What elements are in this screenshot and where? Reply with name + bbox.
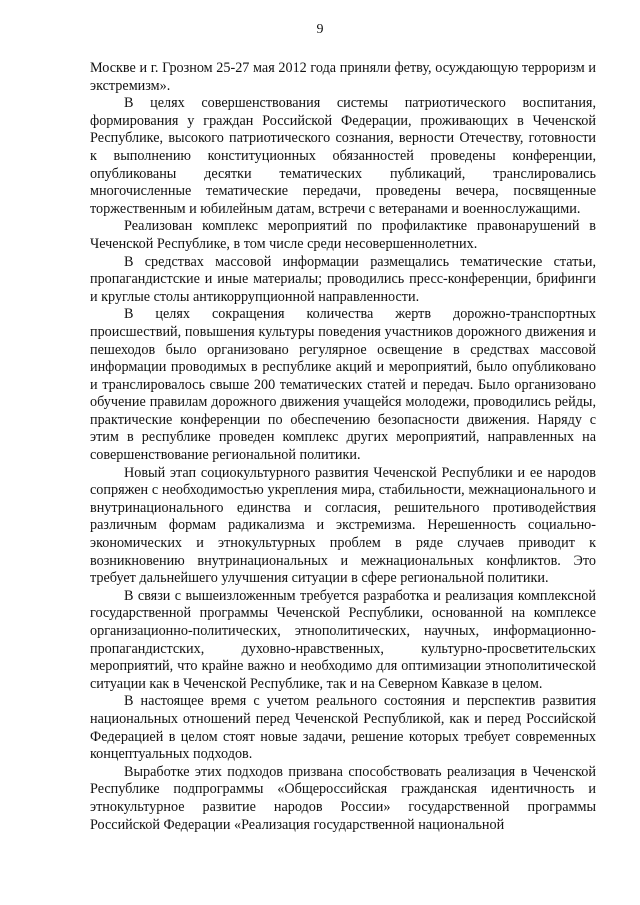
paragraph-subprogram: Выработке этих подходов призвана способствовать реализация в Чеченской Республике подпрограммы «Общероссийская гражданская идентичность и этнокультурное развитие народов России» государственной программы Российской Федерации «Реализация государственной национальной (90, 763, 596, 833)
paragraph-mass-media: В средствах массовой информации размещались тематические статьи, пропагандистские и иные материалы; проводились пресс-конференции, брифинги и круглые столы антикоррупционной направленности. (90, 253, 596, 305)
paragraph-new-stage: Новый этап социокультурного развития Чеченской Республики и ее народов сопряжен с необходимостью укрепления мира, стабильности, межнационального и внутринационального единства и согласия, решительного противодействия различным формам радикализма и экстремизма. Нерешенность социально-экономических и этнокультурных проблем в ряде случаев приводит к возникновению внутринациональных и межнациональных конфликтов. Это требует дальнейшего улучшения ситуации в сфере региональной политики. (90, 464, 596, 587)
paragraph-continuation: Москве и г. Грозном 25-27 мая 2012 года приняли фетву, осуждающую терроризм и экстремизм». (90, 60, 596, 94)
document-body (90, 60, 596, 834)
paragraph-patriotic-education: В целях совершенствования системы патриотического воспитания, формирования у граждан Российской Федерации, проживающих в Чеченской Республике, высокого патриотического сознания, верности Отечеству, готовности к выполнению конституционных обязанностей проведены конференции, опубликованы десятки тематических публикаций, транслировались многочисленные тематические передачи, проведены вечера, посвященные торжественным и юбилейным датам, встречи с ветеранами и военнослужащими. (90, 95, 596, 217)
paragraph-road-safety: В целях сокращения количества жертв дорожно-транспортных происшествий, повышения культуры поведения участников дорожного движения и пешеходов было организовано регулярное освещение в средствах массовой информации проводимых в республике акций и мероприятий, было опубликовано и транслировалось свыше 200 тематических статей и передач. Было организовано обучение правилам дорожного движения учащейся молодежи, проводились рейды, практические конференции по обеспечению безопасности движения. Наряду с этим в республике проведен комплекс других мероприятий, направленных на совершенствование региональной политики. (90, 306, 596, 464)
page-number: 9 (316, 22, 324, 37)
paragraph-current-tasks: В настоящее время с учетом реального состояния и перспектив развития национальных отношений перед Чеченской Республикой, как и перед Российской Федерацией в целом стоят новые задачи, решение которых требует современных концептуальных подходов. (90, 693, 596, 763)
paragraph-state-program: В связи с вышеизложенным требуется разработка и реализация комплексной государственной программы Чеченской Республики, основанной на комплексе организационно-политических, этнополитических, научных, информационно-пропагандистских, духовно-нравственных, культурно-просветительских мероприятий, что крайне важно и необходимо для оптимизации этнополитической ситуации как в Чеченской Республике, так и на Северном Кавказе в целом. (90, 587, 596, 692)
paragraph-offense-prevention: Реализован комплекс мероприятий по профилактике правонарушений в Чеченской Республике, в том числе среди несовершеннолетних. (90, 218, 596, 252)
